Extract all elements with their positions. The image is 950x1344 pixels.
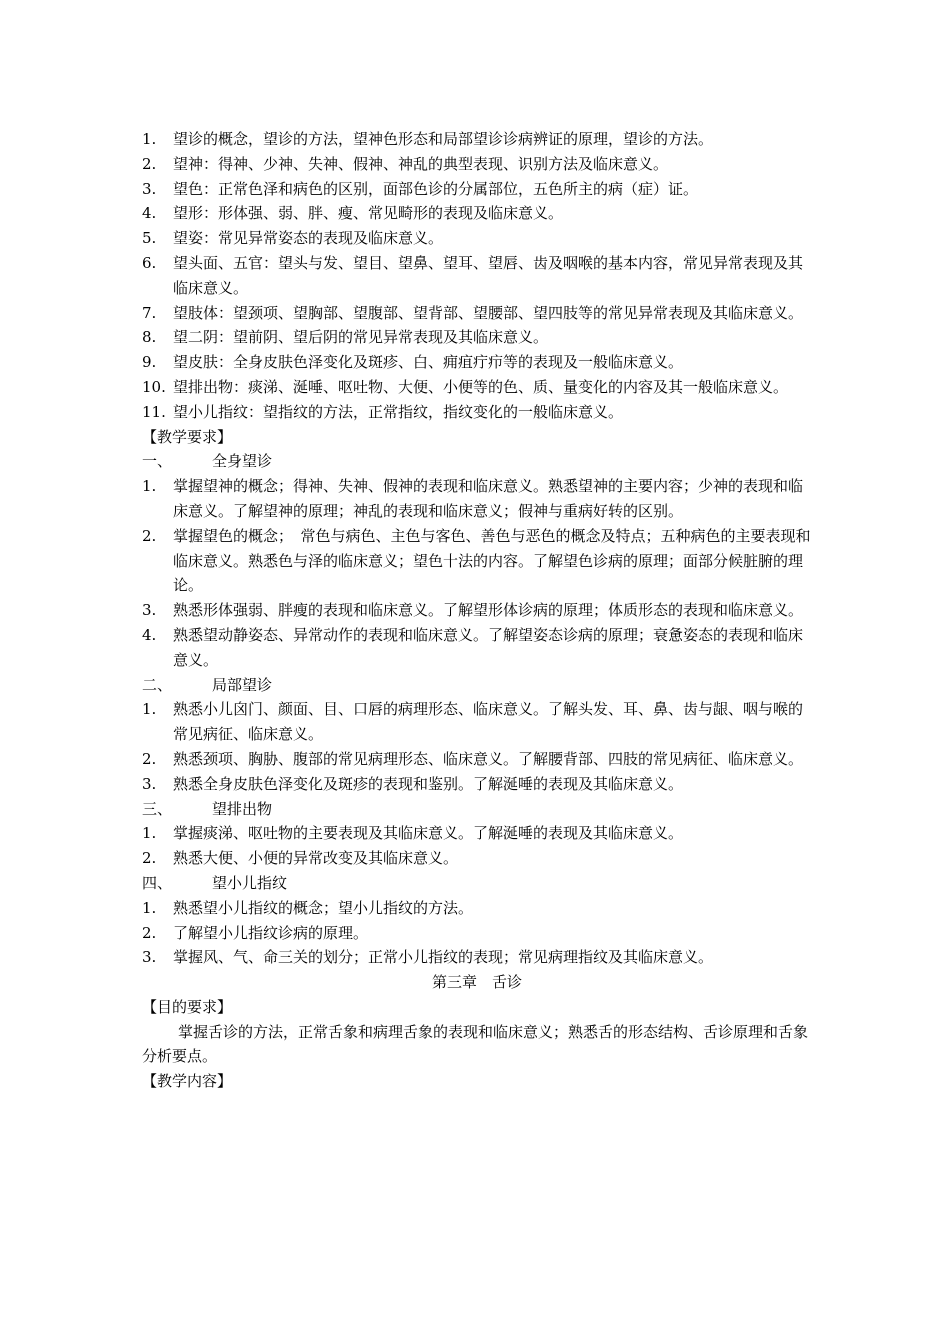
teaching-requirements-heading: 【教学要求】 (142, 427, 233, 446)
document-body (142, 127, 812, 1094)
list-item: 11. 望小儿指纹：望指纹的方法，正常指纹，指纹变化的一般临床意义。 (142, 402, 624, 421)
list-item: 6. 望头面、五官：望头与发、望目、望鼻、望耳、望唇、齿及咽喉的基本内容，常见异常表现及其临床意义。 (142, 253, 804, 297)
list-item: 1. 掌握痰涕、呕吐物的主要表现及其临床意义。了解涎唾的表现及其临床意义。 (142, 824, 684, 843)
list-item: 2. 了解望小儿指纹诊病的原理。 (142, 923, 369, 942)
list-item: 1. 望诊的概念，望诊的方法，望神色形态和局部望诊诊病辨证的原理，望诊的方法。 (142, 130, 714, 148)
section-heading: 一、 全身望诊 (142, 452, 273, 471)
content-list (142, 127, 812, 425)
section-heading: 四、 望小儿指纹 (142, 873, 288, 892)
teaching-content-heading: 【教学内容】 (142, 1072, 233, 1091)
list-item: 2. 望神：得神、少神、失神、假神、神乱的典型表现、识别方法及临床意义。 (142, 154, 669, 173)
purpose-paragraph: 掌握舌诊的方法，正常舌象和病理舌象的表现和临床意义；熟悉舌的形态结构、舌诊原理和舌象分析要点。 (142, 1022, 809, 1066)
list-item: 2. 熟悉大便、小便的异常改变及其临床意义。 (142, 849, 459, 868)
list-item: 1. 熟悉望小儿指纹的概念；望小儿指纹的方法。 (142, 898, 474, 917)
list-item: 2. 掌握望色的概念； 常色与病色、主色与客色、善色与恶色的概念及特点；五种病色的主要表现和临床意义。熟悉色与泽的临床意义；望色十法的内容。了解望色诊病的原理；面部分候脏腑的理论。 (142, 526, 811, 595)
list-item: 7. 望肢体：望颈项、望胸部、望腹部、望背部、望腰部、望四肢等的常见异常表现及其临床意义。 (142, 303, 804, 322)
list-item: 3. 掌握风、气、命三关的划分；正常小儿指纹的表现；常见病理指纹及其临床意义。 (142, 948, 714, 967)
list-item: 3. 熟悉形体强弱、胖瘦的表现和临床意义。了解望形体诊病的原理；体质形态的表现和临床意义。 (142, 601, 804, 620)
purpose-heading: 【目的要求】 (142, 997, 233, 1016)
section-heading: 二、 局部望诊 (142, 675, 273, 694)
list-item: 3. 望色：正常色泽和病色的区别，面部色诊的分属部位，五色所主的病（症）证。 (142, 179, 699, 198)
list-item: 3. 熟悉全身皮肤色泽变化及斑疹的表现和鉴别。了解涎唾的表现及其临床意义。 (142, 774, 684, 793)
section-heading: 三、 望排出物 (142, 799, 273, 818)
list-item: 8. 望二阴：望前阴、望后阴的常见异常表现及其临床意义。 (142, 328, 549, 347)
list-item: 1. 熟悉小儿囟门、颜面、目、口唇的病理形态、临床意义。了解头发、耳、鼻、齿与龈、咽与喉的常见病征、临床意义。 (142, 700, 804, 744)
list-item: 4. 熟悉望动静姿态、异常动作的表现和临床意义。了解望姿态诊病的原理；衰惫姿态的表现和临床意义。 (142, 625, 804, 669)
list-item: 9. 望皮肤：全身皮肤色泽变化及斑疹、白、痈疽疔疖等的表现及一般临床意义。 (142, 353, 684, 372)
list-item: 5. 望姿：常见异常姿态的表现及临床意义。 (142, 229, 444, 248)
list-item: 4. 望形：形体强、弱、胖、瘦、常见畸形的表现及临床意义。 (142, 204, 564, 223)
list-item: 2. 熟悉颈项、胸胁、腹部的常见病理形态、临床意义。了解腰背部、四肢的常见病征、临床意义。 (142, 749, 804, 768)
list-item: 10. 望排出物：痰涕、涎唾、呕吐物、大便、小便等的色、质、量变化的内容及其一般临床意义。 (142, 377, 789, 396)
list-item: 1. 掌握望神的概念；得神、失神、假神的表现和临床意义。熟悉望神的主要内容；少神的表现和临床意义。了解望神的原理；神乱的表现和临床意义；假神与重病好转的区别。 (142, 477, 804, 520)
chapter-title: 第三章 舌诊 (431, 973, 522, 992)
